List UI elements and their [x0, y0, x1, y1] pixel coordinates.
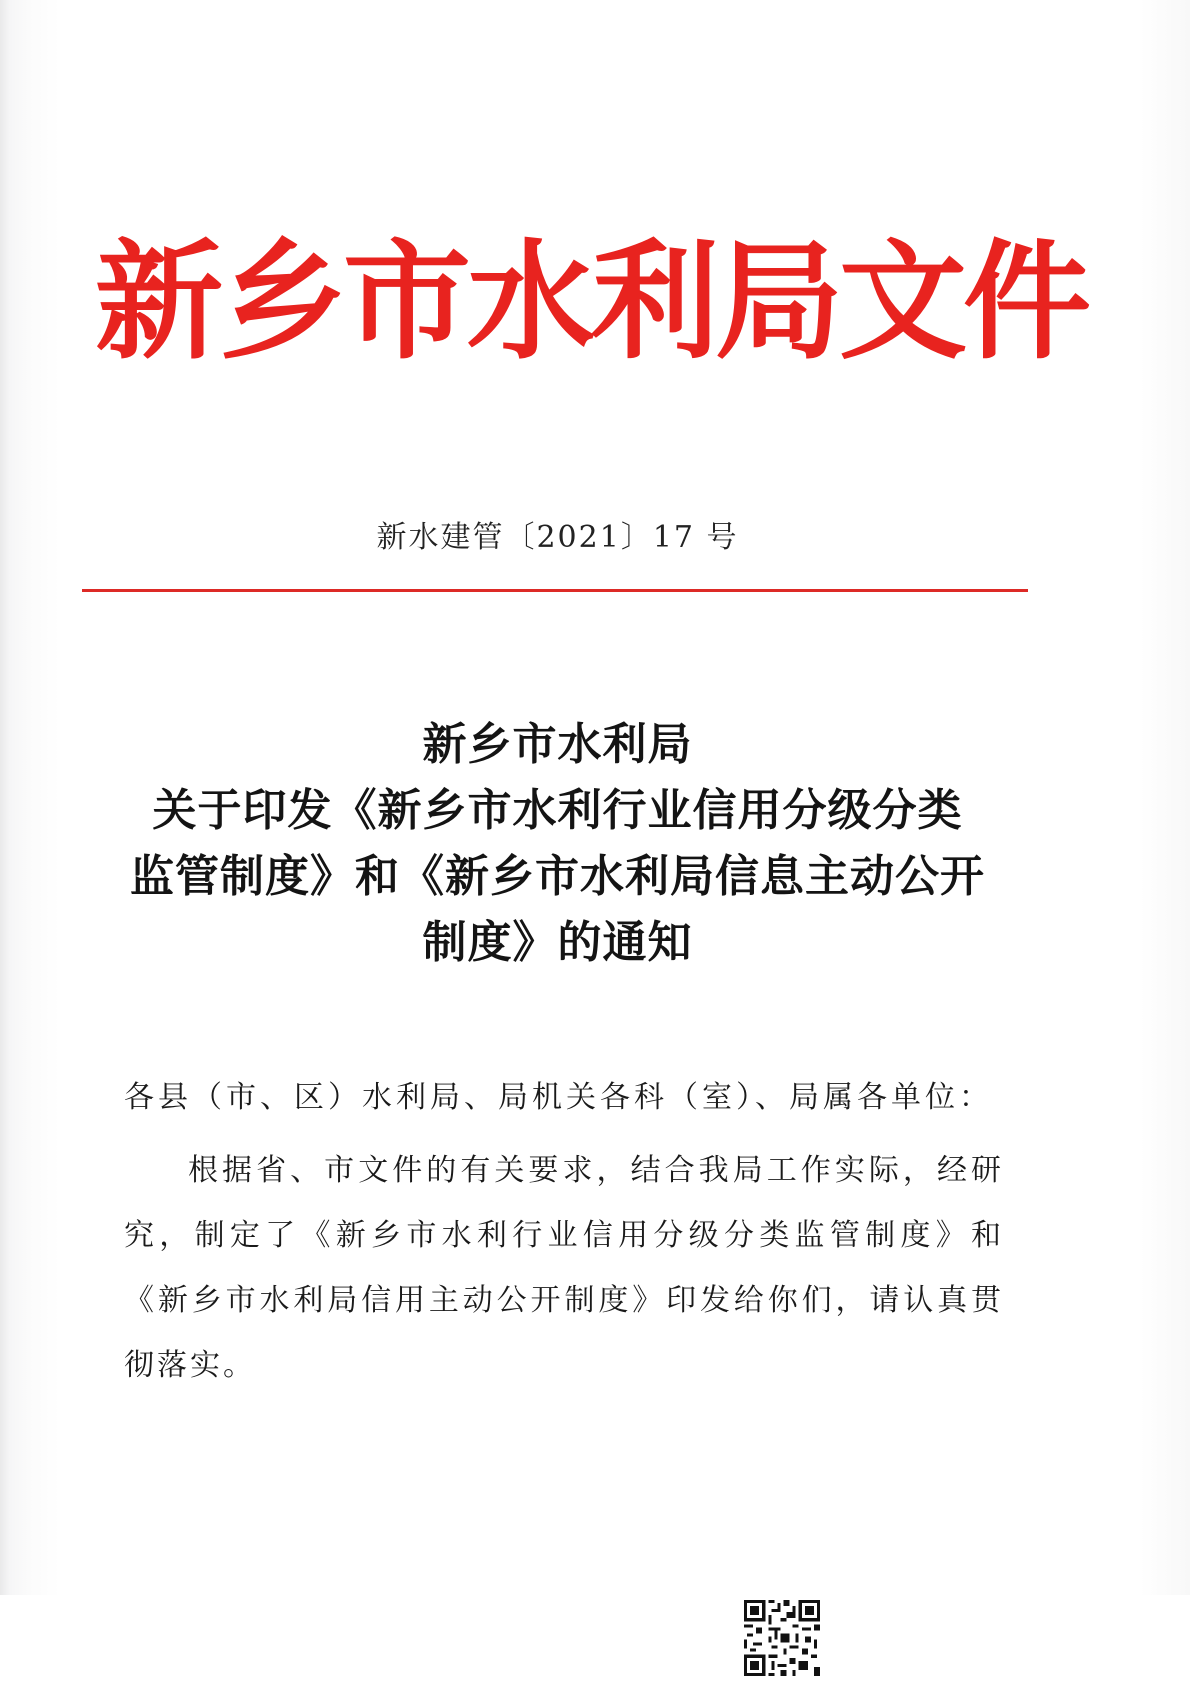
title-line-4: 制度》的通知	[422, 917, 693, 968]
title-line-issuer: 新乡市水利局	[422, 719, 693, 770]
body-paragraph: 根据省、市文件的有关要求，结合我局工作实际，经研究，制定了《新乡市水利行业信用分级分类监管制度》和《新乡市水利局信用主动公开制度》印发给你们，请认真贯彻落实。	[124, 1153, 1004, 1383]
document-number: 新水建管〔2021〕17 号	[376, 520, 739, 555]
title-line-2: 关于印发《新乡市水利行业信用分级分类	[152, 785, 963, 836]
notice-title	[110, 712, 1005, 976]
addressee-line: 各县（市、区）水利局、局机关各科（室）、局属各单位：	[124, 1080, 993, 1115]
qr-code-icon	[744, 1600, 820, 1676]
document-masthead: 新乡市水利局文件	[95, 228, 1088, 377]
title-line-3: 监管制度》和《新乡市水利局信息主动公开	[130, 851, 985, 902]
red-divider-line	[82, 589, 1028, 592]
